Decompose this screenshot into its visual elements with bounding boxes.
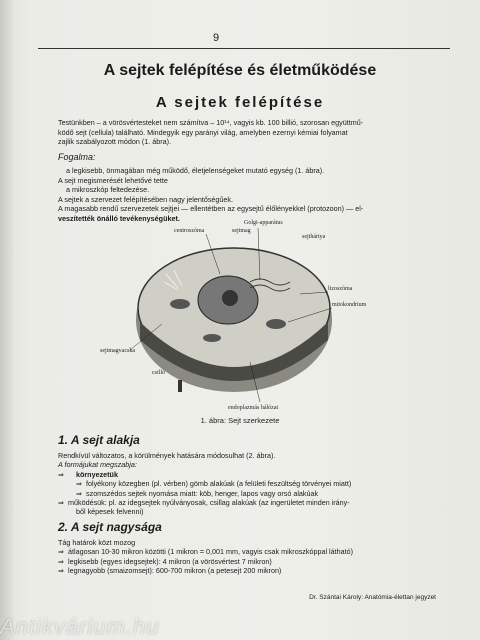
list-item: ⇒ legkisebb (egyes idegsejtek): 4 mikron (a vörösvértest 7 mikron): [58, 556, 272, 566]
cell-structure-figure: [100, 212, 368, 412]
header-rule: [38, 48, 450, 49]
arrow-icon: ⇒: [58, 498, 65, 508]
figure-label: csilló: [152, 370, 165, 376]
definition-line: a legkisebb, önmagában még működő, életjelenségeket mutató egység (1. ábra).: [66, 166, 325, 175]
definition-label: Fogalma:: [58, 152, 96, 162]
nucleolus: [222, 290, 238, 306]
section-text: A formájukat megszabja:: [58, 460, 137, 470]
figure-label: lizoszóma: [328, 286, 353, 292]
mitochondrion-shape: [203, 334, 221, 342]
section-1-title: 1. A sejt alakja: [58, 433, 140, 447]
arrow-icon: ⇒: [58, 547, 65, 557]
list-item: ⇒ környezetük: [58, 469, 118, 479]
cilium-shape: [178, 380, 182, 392]
list-item: ⇒ átlagosan 10-30 mikron közötti (1 mikron = 0,001 mm, vagyis csak mikroszkóppal látható): [58, 547, 354, 557]
section-2-title: 2. A sejt nagysága: [58, 520, 162, 534]
section-2-body: [58, 538, 438, 576]
definition-line: A magasabb rendű szervezetek sejtjei — ellentétben az egysejtű élőlényekkel (protozoon) — el-: [58, 204, 364, 214]
main-title: A sejtek felépítése és életműködése: [103, 62, 377, 79]
mitochondrion-shape: [266, 319, 286, 329]
list-item: ⇒ folyékony közegben (pl. vérben) gömb alakúak (a felületi feszültség törvényei miatt): [76, 479, 352, 489]
list-item: ⇒ legnagyobb (smaizomsejt): 600-700 mikron (a petesejt 200 mikron): [58, 566, 282, 576]
figure-label: sejtmagvacska: [100, 348, 135, 354]
section-1-body: [58, 451, 438, 517]
arrow-icon: ⇒: [76, 488, 83, 498]
arrow-icon: ⇒: [58, 556, 65, 566]
figure-label: endoplazmás hálózat: [228, 405, 279, 411]
section-subtitle: A sejtek felépítése: [155, 94, 325, 111]
intro-paragraph: [58, 118, 438, 147]
intro-line: ködő sejt (cellula) található. Mindegyik egy parányi világ, amelyben ezernyi kémiai folyamat: [58, 127, 348, 137]
figure-label: mitokondrium: [332, 302, 367, 308]
section-text: Tág határok közt mozog: [58, 538, 136, 547]
section-text: Rendkívül változatos, a körülmények hatására módosulhat (2. ábra).: [58, 451, 276, 460]
definition-line: A sejtek a szervezet felépítésében nagy jelentőségűek.: [58, 194, 234, 204]
arrow-icon: ⇒: [58, 566, 65, 576]
figure-label: sejthártya: [302, 234, 326, 240]
watermark: Antikvárium.hu: [0, 614, 160, 639]
figure-label: Golgi-apparátus: [244, 220, 283, 226]
figure-label: centroszóma: [174, 228, 205, 234]
definition-line: veszítették önálló tevékenységüket.: [58, 213, 180, 223]
figure-label: sejtmag: [232, 228, 251, 234]
figure-caption: 1. ábra: Sejt szerkezete: [200, 416, 280, 425]
page-footer: Dr. Szántai Károly: Anatómia-élettan jegyzet: [309, 594, 436, 601]
list-item: ⇒ működésük: pl. az idegsejtek nyúlványosak, csillag alakúak (az ingerületet minden irány-: [58, 498, 350, 508]
intro-line: zajlik szabályozott módon (1. ábra).: [58, 137, 172, 147]
intro-line: Testünkben – a vörösvértesteket nem számítva – 10¹⁴, vagyis kb. 100 billió, szorosan együttmű-: [58, 118, 364, 127]
mitochondrion-shape: [170, 299, 190, 309]
list-item: ⇒ szomszédos sejtek nyomása miatt: köb, henger, lapos vagy orsó alakúak: [76, 488, 319, 498]
list-item-continuation: ből képesek felvenni): [76, 507, 144, 517]
definition-line: A sejt megismerését lehetővé tette: [58, 175, 168, 185]
book-spine-shadow: [0, 0, 14, 640]
page-number: 9: [212, 32, 220, 44]
arrow-icon: ⇒: [58, 469, 65, 479]
arrow-icon: ⇒: [76, 479, 83, 489]
definition-line: a mikroszkóp feltedezése.: [66, 185, 150, 195]
